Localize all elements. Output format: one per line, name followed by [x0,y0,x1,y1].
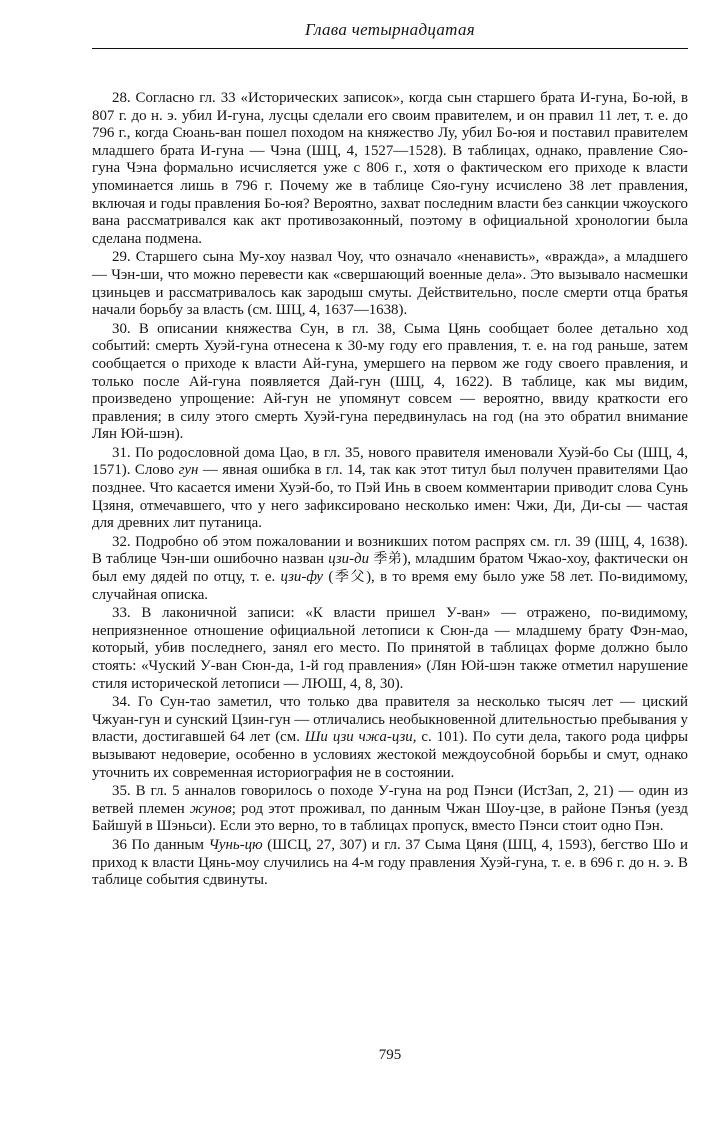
note-35-term: жунов [189,800,232,817]
note-36-text-2: (ШСЦ, 27, 307) и гл. 37 Сыма Цяня (ШЦ, 4, 1593), бегство Шо и приход к власти Цянь-моу случились на 4-м году правления Хуэй-гуна, т. е. в 696 г. до н. э. В таблице события сдвинуты. [92,836,688,889]
page-number: 795 [378,1047,402,1063]
note-31-term: гун [178,462,199,479]
note-35-text-2: ; род этот проживал, по данным Чжан Шоу-цзе, в районе Пэнъя (уезд Байшуй в Шэньси). Если это верно, то в таблицах пропуск, вместо Пэнси стоит одно Пэн. [92,800,688,835]
note-32-text-4: ), в то время ему было уже 58 лет. По-видимому, случайная описка. [92,569,689,603]
note-34-title: Ши цзи чжа-цзи, [304,729,417,746]
header-rule [92,48,688,49]
note-34 [92,694,688,782]
note-35-text: 35. В гл. 5 анналов говорилось о походе У-гуна на род Пэнси (ИстЗап, 2, 21) — один из ветвей племен [92,783,688,817]
note-30: 30. В описании княжества Сун, в гл. 38, Сыма Цянь сообщает более детально ход событий: смерть Хуэй-гуна отнесена к 30-му году его правления, т. е. на год раньше, затем сообщается о приходе к власти Ай-гуна, умершего на первом же году своего правления, и только после Ай-гуна появляется Дай-гун (ШЦ, 4, 1622). В таблице, как мы видим, произведено упрощение: Ай-гун не упомянут совсем — вероятно, ввиду краткости его правления; в силу этого смерть Хуэй-гуна передвинулась на год (на это обратил внимание Лян Юй-шэн). [92,320,688,443]
note-32-chinese-characters-2: 季父 [333,569,367,586]
note-29: 29. Старшего сына Му-хоу назвал Чоу, что означало «ненависть», «вражда», а младшего — Чэн-ши, что можно перевести как «свершающий военные дела». Это вызывало насмешки цзиньцев и рассматривалось как зародыш смуты. Действительно, после смерти отца братья начали борьбу за власть (см. ШЦ, 4, 1637—1638). [92,249,688,319]
note-32-term: цзи-ди [328,551,370,568]
note-32 [92,534,688,604]
note-28: 28. Согласно гл. 33 «Исторических записок», когда сын старшего брата И-гуна, Бо-юй, в 807 г. до н. э. убил И-гуна, лусцы сделали его своим правителем, и он правил 11 лет, т. е. до 796 г., когда Сюань-ван пошел походом на княжество Лу, убил Бо-юя и поставил правителем младшего брата И-гуна — Чэна (ШЦ, 4, 1527—1528). В таблицах, однако, правление Сяо-гуна Чэна формально исчисляется уже с 806 г., хотя о фактическом его приходе к власти упоминается лишь в 796 г. Почему же в таблице Сяо-гуну исчислено 38 лет правления, включая и годы правления Бо-юя? Вероятно, захват последним власти без санкции чжоуского вана рассматривался как акт противозаконный, поэтому в официальной хронологии была сделана подмена. [92,90,688,247]
note-31-text: 31. По родословной дома Цао, в гл. 35, нового правителя именовали Хуэй-бо Сы (ШЦ, 4, 1571). Слово [92,444,688,479]
note-34-text: 34. Го Сун-тао заметил, что только два правителя за несколько тысяч лет — циский Чжуан-гун и сунский Цзин-гун — отличались необыкновенной длительностью пребывания у власти, достигавшей 64 лет (см. [92,694,688,746]
note-35 [92,783,688,836]
notes-body [92,90,688,890]
note-33: 33. В лаконичной записи: «К власти пришел У-ван» — отражено, по-видимому, неприязненное отношение официальной летописи к Сюн-да — младшему брату Фэн-мао, который, убив последнего, занял его место. По принятой в таблицах форме должно было стоять: «Чуский У-ван Сюн-да, 1-й год правления» (Лян Юй-шэн также отметил нарушение стиля исторической летописи — ЛЮШ, 4, 8, 30). [92,605,688,692]
note-32-text: 32. Подробно об этом пожаловании и возникших потом распрях см. гл. 39 (ШЦ, 4, 1638). В таблице Чэн-ши ошибочно назван [92,533,688,568]
note-36 [92,837,688,890]
note-34-text-2: с. 101). По сути дела, такого рода цифры вызывают недоверие, особенно в условиях жестокой междоусобной борьбы и смут, однако уточнить их современная историография не в состоянии. [92,729,689,781]
note-32-chinese-characters: 季弟 [373,551,403,568]
note-32-text-2: ), младшим братом Чжао-хоу, фактически он был ему дядей по отцу, т. е. [92,551,689,586]
note-36-title: Чунь-цю [208,836,263,853]
note-32-text-3: ( [323,569,334,586]
note-31 [92,445,688,533]
note-36-text: 36 По данным [112,836,209,853]
note-31-text-2: — явная ошибка в гл. 14, так как этот титул был получен правителями Цао позднее. Что касается имени Хуэй-бо, то Пэй Инь в своем комментарии приводит слова Сунь Цзяня, отмечавшего, что у него зафиксировано несколько имен: Чжи, Ди, Ди-сы — частая для древних лит путаница. [92,462,689,532]
running-header: Глава четырнадцатая [305,20,475,39]
note-32-term-2: цзи-фу [280,569,324,586]
